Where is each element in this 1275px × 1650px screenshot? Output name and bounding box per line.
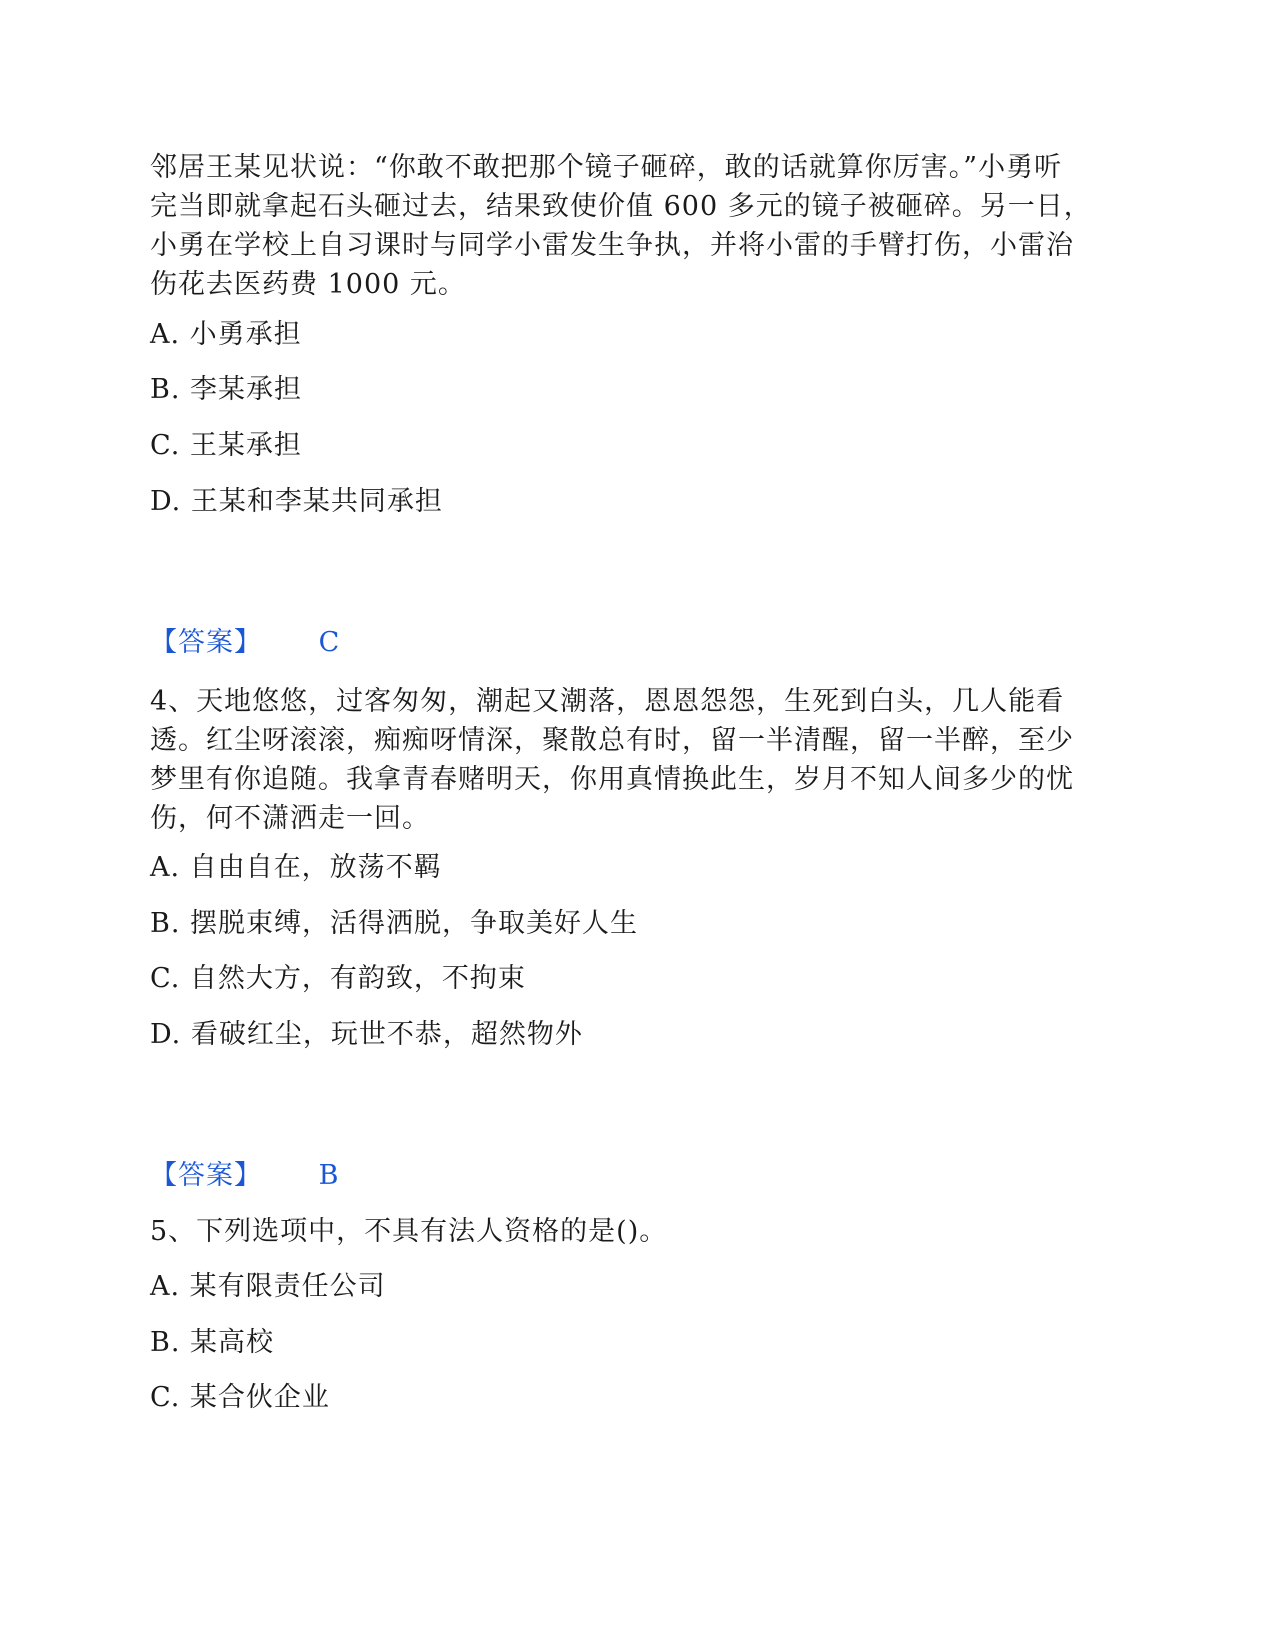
q3-stem-line: 伤花去医药费 1000 元。	[150, 269, 466, 300]
q4-option-b: B. 摆脱束缚，活得洒脱，争取美好人生	[150, 908, 639, 939]
q4-option-d: D. 看破红尘，玩世不恭，超然物外	[150, 1019, 583, 1050]
q5-option-b: B. 某高校	[150, 1327, 275, 1358]
q4-answer	[150, 1158, 338, 1194]
q5-option-a: A. 某有限责任公司	[150, 1271, 386, 1302]
q3-option-d: D. 王某和李某共同承担	[150, 486, 443, 517]
answer-value: C	[318, 627, 340, 658]
q4-stem	[150, 682, 1110, 838]
answer-label: 【答案】	[150, 1160, 262, 1191]
q3-stem-line: 完当即就拿起石头砸过去，结果致使价值 600 多元的镜子被砸碎。另一日，	[150, 191, 1092, 222]
q3-option-c: C. 王某承担	[150, 430, 302, 461]
q3-stem-line: 邻居王某见状说：“你敢不敢把那个镜子砸碎，敢的话就算你厉害。”小勇听	[150, 152, 1063, 183]
q5-option-c: C. 某合伙企业	[150, 1382, 330, 1413]
answer-label: 【答案】	[150, 627, 262, 658]
q4-stem-line: 透。红尘呀滚滚，痴痴呀情深，聚散总有时，留一半清醒，留一半醉，至少	[150, 725, 1074, 756]
q3-stem-line: 小勇在学校上自习课时与同学小雷发生争执，并将小雷的手臂打伤，小雷治	[150, 230, 1074, 261]
q3-stem	[150, 148, 1110, 304]
q3-option-b: B. 李某承担	[150, 374, 303, 405]
q4-option-a: A. 自由自在，放荡不羁	[150, 852, 442, 883]
q4-stem-line: 4、天地悠悠，过客匆匆，潮起又潮落，恩恩怨怨，生死到白头，几人能看	[150, 686, 1065, 717]
q3-option-a: A. 小勇承担	[150, 319, 302, 350]
q3-answer	[150, 625, 339, 661]
q4-stem-line: 伤，何不潇洒走一回。	[150, 803, 430, 834]
q4-option-c: C. 自然大方，有韵致，不拘束	[150, 963, 526, 994]
q4-stem-line: 梦里有你追随。我拿青春赌明天，你用真情换此生，岁月不知人间多少的忧	[150, 764, 1074, 795]
answer-value: B	[318, 1160, 339, 1191]
q5-stem: 5、下列选项中，不具有法人资格的是()。	[150, 1216, 668, 1247]
